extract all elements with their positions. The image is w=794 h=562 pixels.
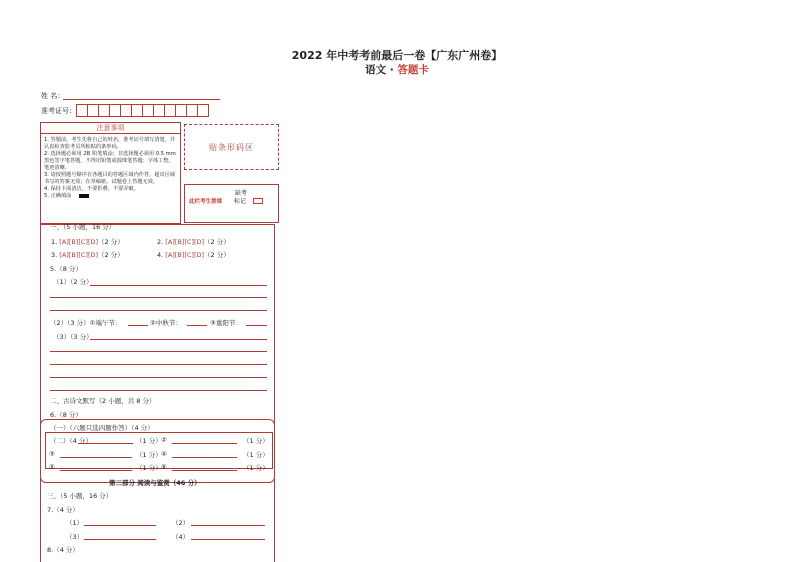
q6-label: 6.（8 分）	[50, 411, 82, 419]
answer-line[interactable]	[50, 310, 267, 311]
name-label: 姓 名：	[41, 92, 65, 100]
page-title: 2022 年中考考前最后一卷【广东广州卷】	[291, 49, 503, 62]
answer-line[interactable]	[78, 443, 133, 444]
part2-label: （二）（4 分）	[50, 437, 92, 445]
page-subtitle	[0, 62, 794, 77]
answer-line[interactable]	[50, 297, 267, 298]
section1-heading: 一、（5 小题，16 分）	[50, 223, 116, 231]
answer-line[interactable]	[60, 457, 132, 458]
answer-line[interactable]	[60, 470, 132, 471]
note-item: 3. 请按照题号顺序在各题目的答题区域内作答，超出区域书写的答案无效；在草稿纸、试题卷上答题无效。	[44, 172, 176, 185]
q1-row[interactable]: 1. [A][B][C][D]（2 分）	[51, 238, 124, 246]
absent-checkbox[interactable]	[253, 198, 263, 204]
name-field[interactable]	[63, 99, 220, 100]
answer-line[interactable]	[172, 457, 237, 458]
blank-num-5: ⑤	[49, 463, 55, 471]
part1-label: （一）（六题只选四题作答）（4 分）	[50, 424, 154, 432]
q5-2b-label: ②中秋节：	[150, 319, 182, 327]
q7-label: 7.（4 分）	[47, 506, 79, 514]
blank-score: （1 分）	[243, 464, 269, 472]
q4-row[interactable]: 4. [A][B][C][D]（2 分）	[157, 251, 230, 259]
answer-line[interactable]	[172, 470, 237, 471]
q7-3-label: （3）	[66, 533, 84, 541]
note-item: 1. 答题前，考生先将自己的姓名，准考证号填写清楚，并认真检查监考员所粘贴的条形码。	[44, 137, 176, 150]
part-two-title: 第二部分 阅读与鉴赏（46 分）	[109, 479, 201, 487]
absent-box	[184, 184, 279, 223]
barcode-area	[184, 124, 279, 170]
note-item: 4. 保持卡面清洁，不要折叠，不要弄破。	[44, 186, 139, 192]
q5-2a-label: （2）（3 分）①端午节：	[50, 319, 122, 327]
blank-score: （1 分）	[243, 437, 269, 445]
q2-row[interactable]: 2. [A][B][C][D]（2 分）	[157, 238, 230, 246]
answer-line[interactable]	[50, 364, 267, 365]
answer-line[interactable]	[50, 351, 267, 352]
q8-label: 8.（4 分）	[47, 546, 79, 554]
q7-1-label: （1）	[66, 519, 84, 527]
q3-row[interactable]: 3. [A][B][C][D]（2 分）	[51, 251, 124, 259]
filled-mark-sample	[79, 194, 89, 198]
q5-3-label: （3）（3 分）	[53, 333, 93, 341]
id-label: 准考证号：	[41, 107, 76, 115]
answer-line[interactable]	[84, 525, 156, 526]
q5-1-label: （1）（2 分）	[53, 278, 93, 286]
blank-num-6: ⑥	[161, 463, 167, 471]
q7-2-label: （2）	[172, 519, 190, 527]
absent-mark-line2: 标记	[234, 198, 247, 205]
blank-num-3: ③	[49, 450, 55, 458]
subject-label: 语文 ·	[365, 64, 398, 76]
answer-line[interactable]	[90, 285, 267, 286]
note-item: 5. 正确填涂	[44, 193, 177, 200]
answer-line[interactable]	[187, 325, 207, 326]
answer-line[interactable]	[172, 443, 237, 444]
notes-box	[40, 122, 181, 224]
blank-score: （1 分）	[136, 437, 162, 445]
answer-line[interactable]	[128, 325, 148, 326]
absent-label: 此栏考生禁填	[189, 199, 223, 205]
answer-line[interactable]	[246, 325, 267, 326]
blank-num-2: ②	[161, 436, 167, 444]
barcode-label: 贴条形码区	[209, 142, 254, 152]
q5-2c-label: ③重阳节：	[210, 319, 242, 327]
section3-heading: 三、（5 小题，16 分）	[47, 492, 113, 500]
section2-heading: 二、古诗文默写（2 小题，共 8 分）	[50, 397, 156, 405]
blank-score: （1 分）	[136, 464, 162, 472]
blank-score: （1 分）	[243, 451, 269, 459]
blank-num-4: ④	[161, 450, 167, 458]
answer-line[interactable]	[50, 390, 267, 391]
answer-line[interactable]	[90, 339, 267, 340]
card-label: 答题卡	[397, 64, 429, 76]
answer-line[interactable]	[191, 525, 265, 526]
absent-mark-line1: 缺考	[235, 190, 248, 197]
blank-score: （1 分）	[136, 451, 162, 459]
answer-line[interactable]	[84, 539, 156, 540]
note-item: 2. 选择题必须用 2B 铅笔填涂；非选择题必须用 0.5 mm 黑色签字笔答题，不得用铅笔或圆珠笔答题；字体工整，笔迹清晰。	[44, 151, 176, 171]
notes-title: 注意事项	[41, 123, 180, 134]
q5-label: 5.（8 分）	[50, 265, 82, 273]
id-box[interactable]	[197, 104, 209, 117]
answer-line[interactable]	[50, 377, 267, 378]
id-number-boxes[interactable]	[76, 104, 208, 117]
q7-4-label: （4）	[172, 533, 190, 541]
answer-line[interactable]	[191, 539, 265, 540]
